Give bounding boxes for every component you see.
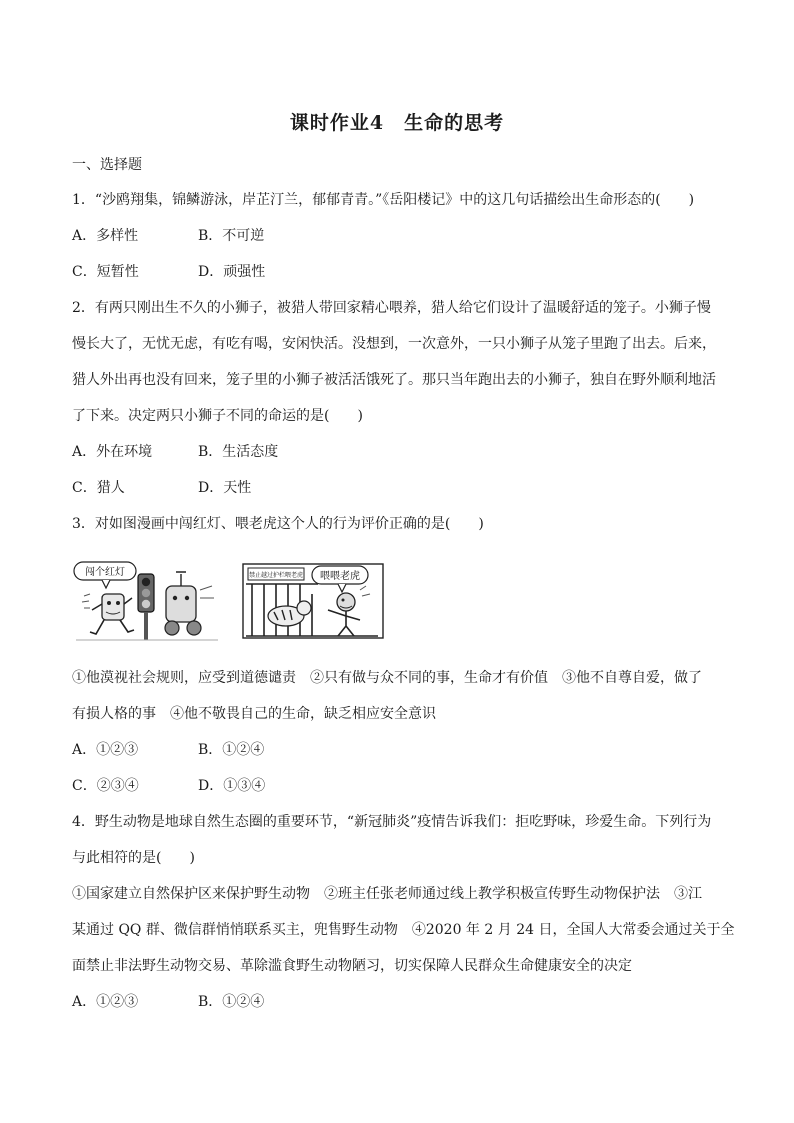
- q4-statement-line-1: ①国家建立自然保护区来保护野生动物 ②班主任张老师通过线上教学积极宣传野生动物保护法 ③江: [72, 886, 702, 902]
- q3-option-c: C．②③④: [72, 778, 139, 794]
- q2-stem-line-1: 2．有两只刚出生不久的小狮子，被猎人带回家精心喂养，猎人给它们设计了温暖舒适的笼子。小狮子慢: [72, 300, 711, 316]
- q1-stem: 1．“沙鸥翔集，锦鳞游泳，岸芷汀兰，郁郁青青。”《岳阳楼记》中的这几句话描绘出生命形态的( ): [72, 192, 695, 208]
- q3-option-b: B．①②④: [198, 742, 265, 758]
- q4-option-a: A．①②③: [72, 994, 139, 1010]
- section-heading: 一、选择题: [72, 157, 142, 173]
- speech-bubble-right-text: 喂喂老虎: [320, 571, 360, 582]
- cartoon-feeding-tiger: [242, 560, 384, 640]
- q1-option-b: B．不可逆: [198, 228, 265, 244]
- q3-statement-line-1: ①他漠视社会规则，应受到道德谴责 ②只有做与众不同的事，生命才有价值 ③他不自尊自爱，做了: [72, 670, 702, 686]
- page-title: 课时作业4 生命的思考: [289, 112, 505, 134]
- running-man-figure: [102, 594, 124, 620]
- q3-stem: 3．对如图漫画中闯红灯、喂老虎这个人的行为评价正确的是( ): [72, 516, 484, 532]
- q1-options-row-2: [72, 262, 722, 282]
- q4-stem-line-2: 与此相符的是( ): [72, 850, 195, 866]
- q1-option-d: D．顽强性: [198, 264, 266, 280]
- q2-stem-line-2: 慢长大了，无忧无虑，有吃有喝，安闲快活。没想到，一次意外，一只小狮子从笼子里跑了出去。后来，: [72, 336, 716, 352]
- cartoon-character-figure: [166, 586, 196, 622]
- q4-statement-line-2: 某通过 QQ 群、微信群悄悄联系买主，兜售野生动物 ④2020 年 2 月 24 日，全国人大常委会通过关于全: [72, 922, 735, 938]
- q4-statement-line-3: 面禁止非法野生动物交易、革除滥食野生动物陋习，切实保障人民群众生命健康安全的决定: [72, 958, 632, 974]
- cartoon-red-light: [72, 560, 222, 646]
- q2-option-c: C．猎人: [72, 480, 125, 496]
- speech-bubble-left-text: 闯个红灯: [85, 567, 125, 578]
- q2-stem-line-4: 了下来。决定两只小狮子不同的命运的是( ): [72, 408, 363, 424]
- q3-option-d: D．①③④: [198, 778, 266, 794]
- q3-statement-line-2: 有损人格的事 ④他不敬畏自己的生命，缺乏相应安全意识: [72, 706, 436, 722]
- warning-sign-text: 禁止越过护栏喂老虎: [248, 572, 304, 579]
- q3-options-row-1: [72, 740, 722, 760]
- q2-stem-line-3: 猎人外出再也没有回来，笼子里的小狮子被活活饿死了。那只当年跑出去的小狮子，独自在野外顺利地活: [72, 372, 716, 388]
- q3-option-a: A．①②③: [72, 742, 139, 758]
- q2-options-row-1: [72, 442, 722, 462]
- q2-options-row-2: [72, 478, 722, 498]
- q4-option-b: B．①②④: [198, 994, 265, 1010]
- q4-options-row-1: [72, 992, 722, 1012]
- q1-option-a: A．多样性: [72, 228, 139, 244]
- q3-options-row-2: [72, 776, 722, 796]
- q4-stem-line-1: 4．野生动物是地球自然生态圈的重要环节，“新冠肺炎”疫情告诉我们：拒吃野味，珍爱生命。下列行为: [72, 814, 712, 830]
- q1-option-c: C．短暂性: [72, 264, 139, 280]
- q2-option-d: D．天性: [198, 480, 252, 496]
- q2-option-a: A．外在环境: [72, 444, 153, 460]
- q2-option-b: B．生活态度: [198, 444, 279, 460]
- q1-options-row-1: [72, 226, 722, 246]
